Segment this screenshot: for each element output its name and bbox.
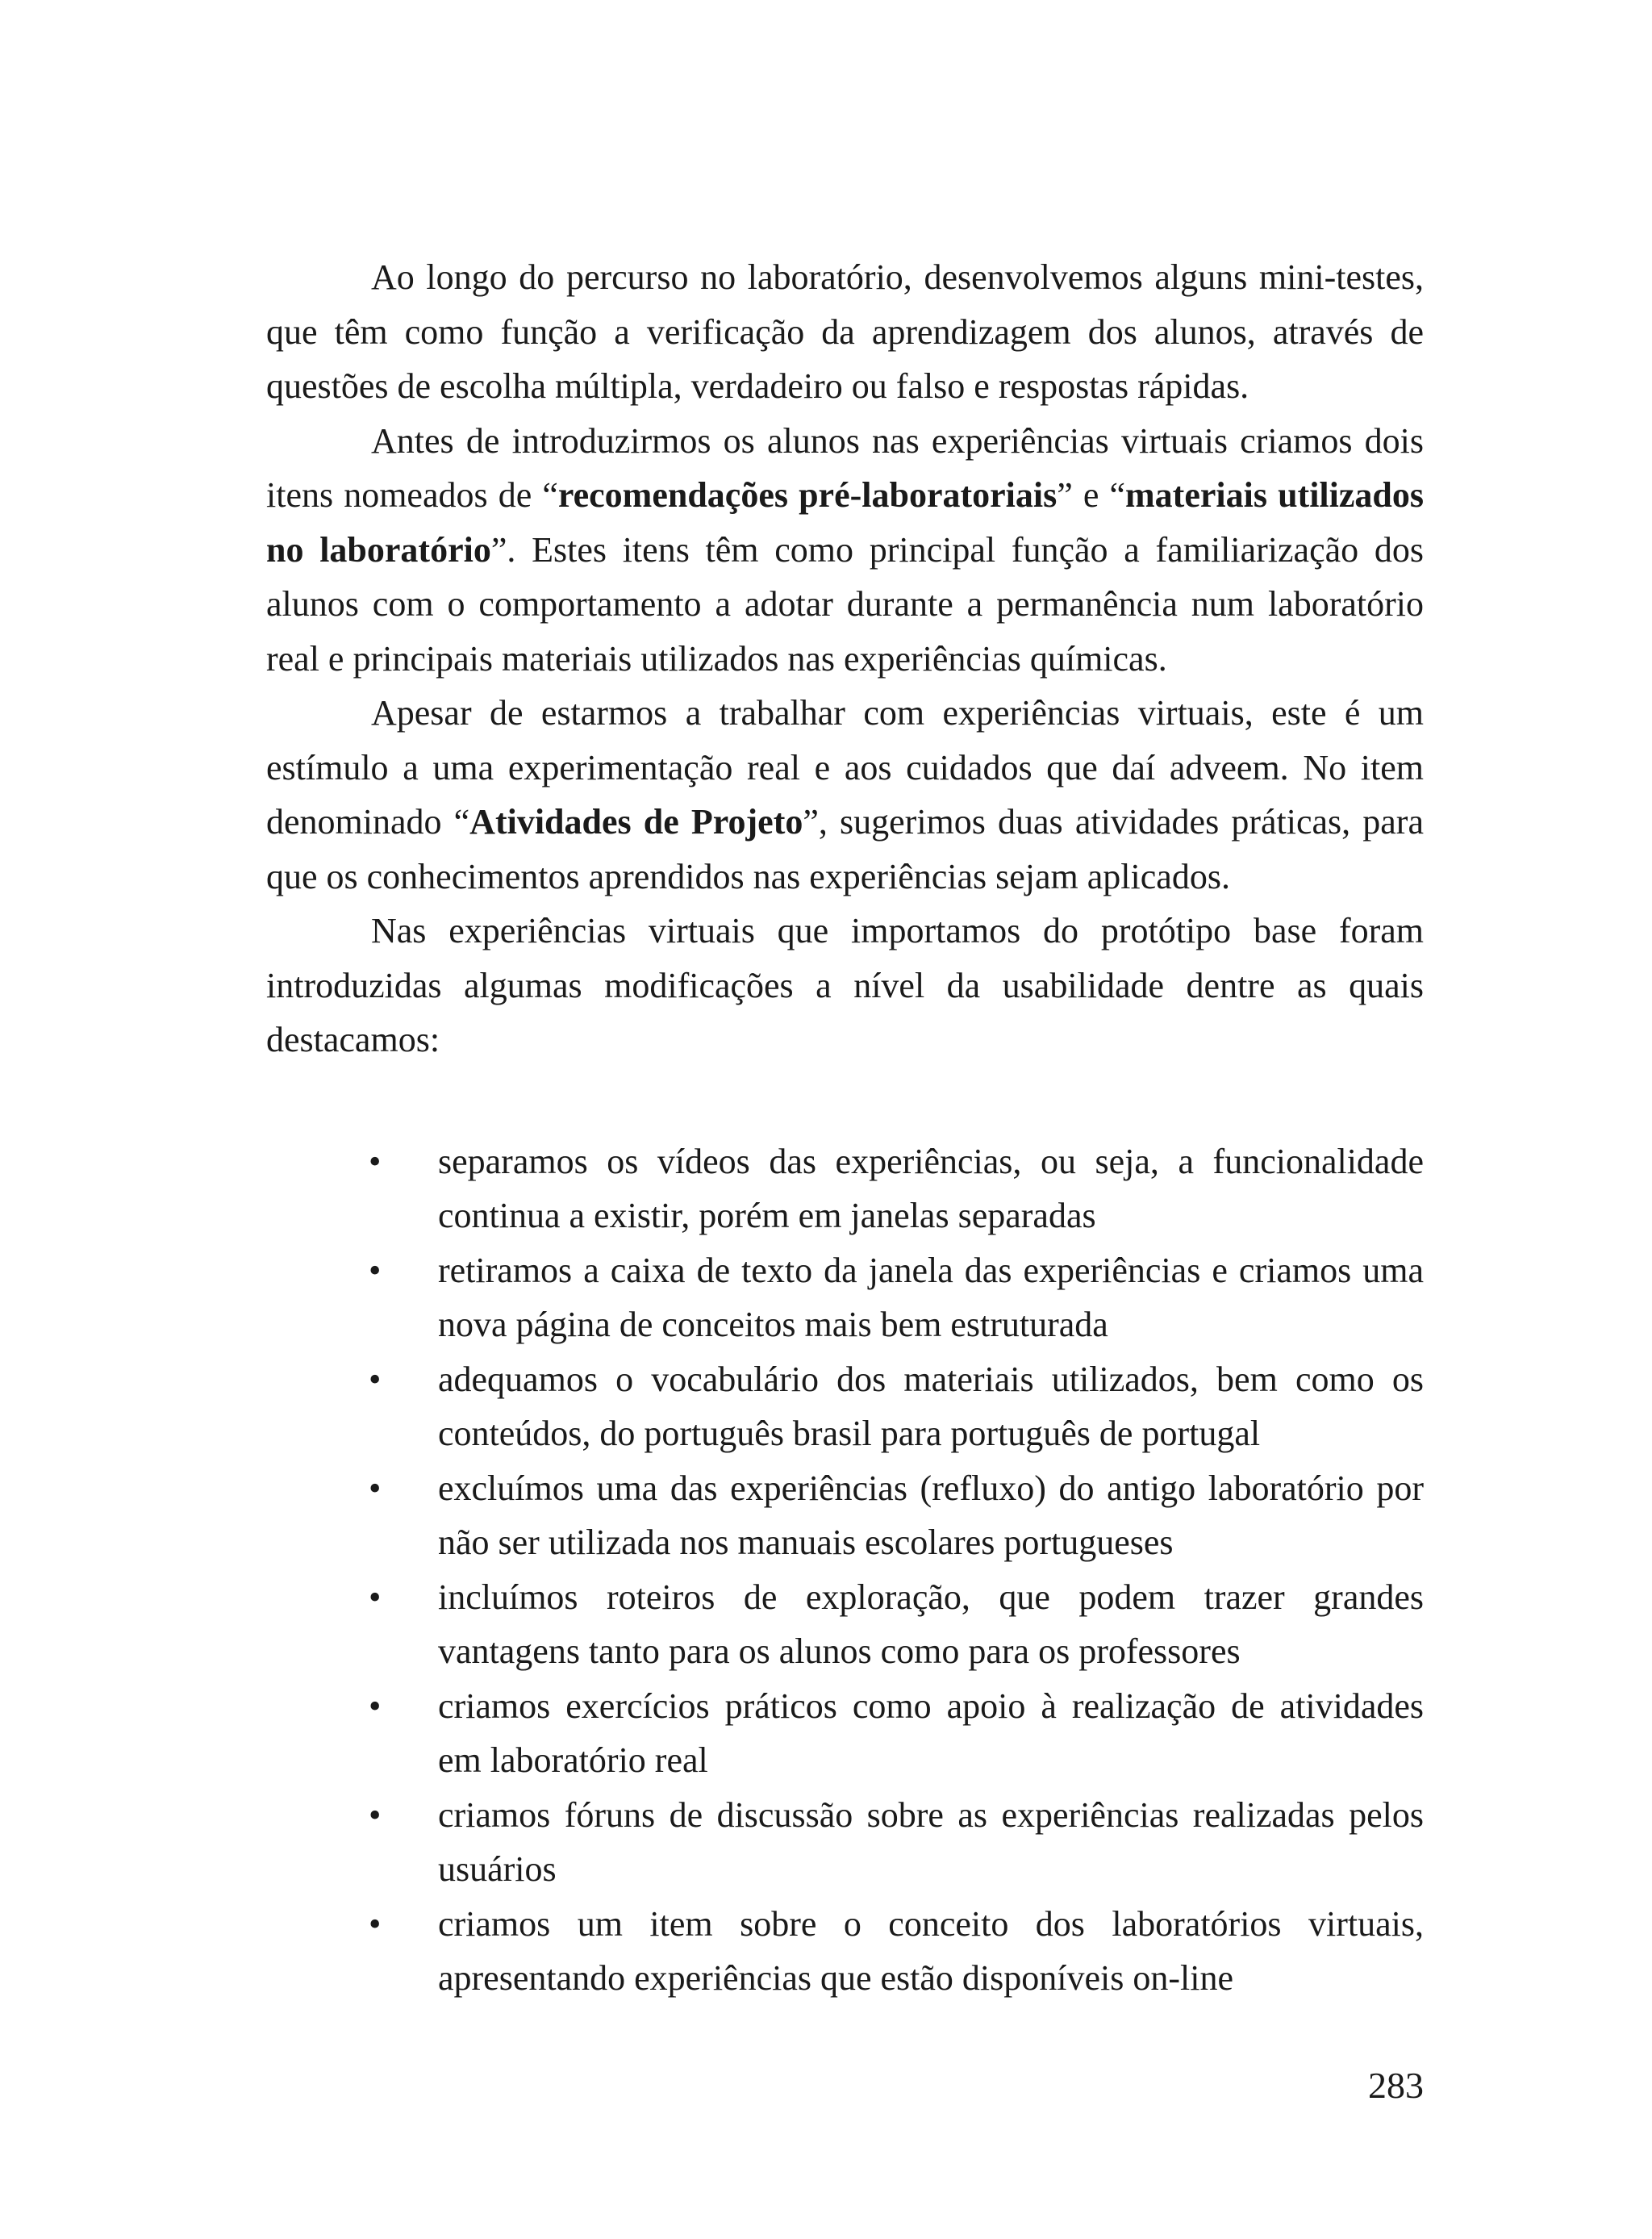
list-item-text: separamos os vídeos das experiências, ou seja, a funcionalidade continua a existir, porém em janelas separadas <box>438 1141 1424 1235</box>
body-text <box>266 250 1424 1067</box>
bullet-icon: • <box>369 1468 382 1508</box>
term-recomendacoes: recomendações pré-laboratoriais <box>557 475 1058 515</box>
list-item-text: criamos um item sobre o conceito dos laboratórios virtuais, apresentando experiências que estão disponíveis on-line <box>438 1903 1424 1998</box>
page-body <box>266 250 1424 2006</box>
paragraph-2-text-b: ” e “ <box>1057 475 1126 515</box>
paragraph-2-text-a: Antes de introduzirmos os alunos nas experiências virtuais criamos dois itens nomeados de “ <box>266 420 1424 515</box>
bullet-icon: • <box>369 1141 382 1181</box>
bullet-icon: • <box>369 1686 382 1726</box>
paragraph-4 <box>266 904 1424 1067</box>
list-item <box>266 1897 1424 2006</box>
paragraph-2-text-c: ”. Estes itens têm como principal função a familiarização dos alunos com o comportamento a adotar durante a permanência num laboratório real e principais materiais utilizados nas experiências químicas. <box>266 529 1425 679</box>
paragraph-1-text: Ao longo do percurso no laboratório, desenvolvemos alguns mini-testes, que têm como função a verificação da aprendizagem dos alunos, através de questões de escolha múltipla, verdadeiro ou falso e respostas rápidas. <box>266 257 1424 406</box>
list-item <box>266 1461 1424 1570</box>
bullet-icon: • <box>369 1903 382 1944</box>
bullet-icon: • <box>369 1250 382 1290</box>
list-item-text: incluímos roteiros de exploração, que podem trazer grandes vantagens tanto para os alunos como para os professores <box>438 1577 1424 1671</box>
list-item-text: criamos exercícios práticos como apoio à realização de atividades em laboratório real <box>438 1686 1424 1780</box>
list-item <box>266 1352 1424 1461</box>
list-item-text: excluímos uma das experiências (refluxo) do antigo laboratório por não ser utilizada nos manuais escolares portugueses <box>438 1468 1424 1562</box>
paragraph-3-text-a: Apesar de estarmos a trabalhar com experiências virtuais, este é um estímulo a uma experimentação real e aos cuidados que daí adveem. No item denominado “ <box>266 693 1424 842</box>
bullet-icon: • <box>369 1359 382 1399</box>
list-item <box>266 1679 1424 1788</box>
list-item <box>266 1570 1424 1679</box>
paragraph-3 <box>266 686 1424 904</box>
list-item-text: adequamos o vocabulário dos materiais utilizados, bem como os conteúdos, do português brasil para português de portugal <box>438 1359 1424 1453</box>
list-item <box>266 1788 1424 1897</box>
list-item-text: retiramos a caixa de texto da janela das experiências e criamos uma nova página de conceitos mais bem estruturada <box>438 1250 1424 1344</box>
bullet-icon: • <box>369 1794 382 1835</box>
paragraph-2 <box>266 414 1424 687</box>
paragraph-1 <box>266 250 1424 414</box>
list-item-text: criamos fóruns de discussão sobre as experiências realizadas pelos usuários <box>438 1794 1424 1889</box>
page-number: 283 <box>1368 2065 1424 2106</box>
paragraph-4-text: Nas experiências virtuais que importamos do protótipo base foram introduzidas algumas modificações a nível da usabilidade dentre as quais destacamos: <box>266 911 1424 1059</box>
paragraph-3-text-b: ”, sugerimos duas atividades práticas, para que os conhecimentos aprendidos nas experiências sejam aplicados. <box>266 802 1424 896</box>
list-item <box>266 1134 1424 1243</box>
list-item <box>266 1243 1424 1352</box>
modifications-list <box>266 1134 1424 2006</box>
bullet-icon: • <box>369 1577 382 1617</box>
term-materiais: materiais utilizados no laboratório <box>266 475 1424 570</box>
term-atividades: Atividades de Projeto <box>469 802 803 842</box>
